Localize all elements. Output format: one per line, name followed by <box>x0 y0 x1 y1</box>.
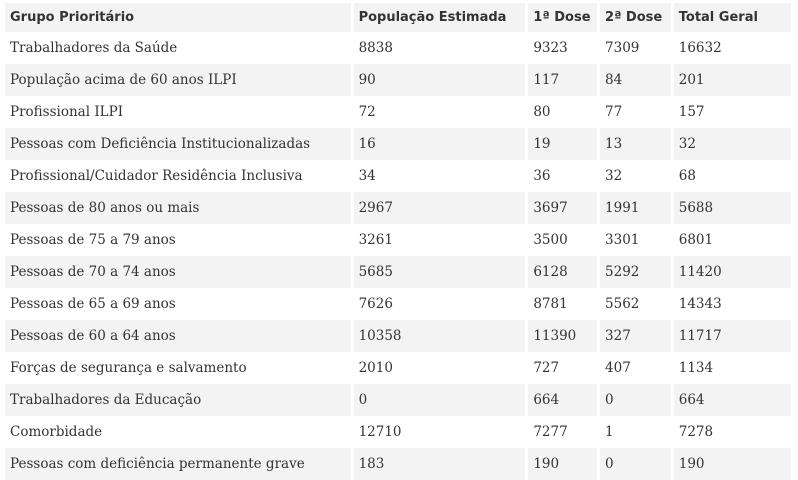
cell-populacao: 2010 <box>354 352 526 384</box>
cell-primeira-dose: 7277 <box>528 416 597 448</box>
cell-segunda-dose: 1991 <box>600 192 671 224</box>
cell-segunda-dose: 7309 <box>600 32 671 64</box>
cell-total: 68 <box>674 160 791 192</box>
header-populacao: População Estimada <box>354 3 526 32</box>
vaccination-table <box>2 3 794 480</box>
table-body <box>5 32 791 480</box>
table-row <box>5 352 791 384</box>
cell-total: 11420 <box>674 256 791 288</box>
cell-total: 11717 <box>674 320 791 352</box>
cell-segunda-dose: 327 <box>600 320 671 352</box>
cell-populacao: 7626 <box>354 288 526 320</box>
cell-segunda-dose: 84 <box>600 64 671 96</box>
cell-populacao: 12710 <box>354 416 526 448</box>
cell-primeira-dose: 36 <box>528 160 597 192</box>
cell-segunda-dose: 3301 <box>600 224 671 256</box>
cell-total: 16632 <box>674 32 791 64</box>
table-row <box>5 160 791 192</box>
cell-populacao: 16 <box>354 128 526 160</box>
cell-segunda-dose: 32 <box>600 160 671 192</box>
table-row <box>5 32 791 64</box>
table-row <box>5 448 791 480</box>
cell-grupo: Pessoas com Deficiência Institucionalizadas <box>5 128 351 160</box>
cell-primeira-dose: 11390 <box>528 320 597 352</box>
cell-primeira-dose: 8781 <box>528 288 597 320</box>
cell-grupo: Pessoas de 75 a 79 anos <box>5 224 351 256</box>
cell-total: 14343 <box>674 288 791 320</box>
cell-total: 7278 <box>674 416 791 448</box>
table-row <box>5 64 791 96</box>
cell-segunda-dose: 407 <box>600 352 671 384</box>
cell-primeira-dose: 3697 <box>528 192 597 224</box>
table-row <box>5 224 791 256</box>
cell-primeira-dose: 80 <box>528 96 597 128</box>
header-primeira-dose: 1ª Dose <box>528 3 597 32</box>
table-row <box>5 320 791 352</box>
cell-grupo: Pessoas de 65 a 69 anos <box>5 288 351 320</box>
table-row <box>5 288 791 320</box>
cell-grupo: Pessoas de 60 a 64 anos <box>5 320 351 352</box>
table-row <box>5 96 791 128</box>
cell-total: 32 <box>674 128 791 160</box>
cell-primeira-dose: 6128 <box>528 256 597 288</box>
cell-primeira-dose: 117 <box>528 64 597 96</box>
cell-segunda-dose: 13 <box>600 128 671 160</box>
cell-grupo: Pessoas com deficiência permanente grave <box>5 448 351 480</box>
cell-populacao: 8838 <box>354 32 526 64</box>
table-row <box>5 128 791 160</box>
cell-segunda-dose: 1 <box>600 416 671 448</box>
cell-total: 201 <box>674 64 791 96</box>
cell-populacao: 34 <box>354 160 526 192</box>
cell-grupo: Comorbidade <box>5 416 351 448</box>
table-row <box>5 384 791 416</box>
cell-total: 190 <box>674 448 791 480</box>
cell-grupo: Trabalhadores da Saúde <box>5 32 351 64</box>
cell-populacao: 2967 <box>354 192 526 224</box>
cell-populacao: 5685 <box>354 256 526 288</box>
cell-grupo: Pessoas de 80 anos ou mais <box>5 192 351 224</box>
cell-total: 1134 <box>674 352 791 384</box>
cell-total: 157 <box>674 96 791 128</box>
cell-populacao: 3261 <box>354 224 526 256</box>
cell-populacao: 72 <box>354 96 526 128</box>
cell-grupo: População acima de 60 anos ILPI <box>5 64 351 96</box>
cell-primeira-dose: 19 <box>528 128 597 160</box>
cell-grupo: Pessoas de 70 a 74 anos <box>5 256 351 288</box>
cell-populacao: 183 <box>354 448 526 480</box>
cell-segunda-dose: 5292 <box>600 256 671 288</box>
table-row <box>5 416 791 448</box>
cell-total: 6801 <box>674 224 791 256</box>
cell-grupo: Forças de segurança e salvamento <box>5 352 351 384</box>
cell-segunda-dose: 0 <box>600 384 671 416</box>
table-row <box>5 192 791 224</box>
cell-primeira-dose: 727 <box>528 352 597 384</box>
cell-grupo: Profissional/Cuidador Residência Inclusiva <box>5 160 351 192</box>
cell-populacao: 0 <box>354 384 526 416</box>
cell-populacao: 90 <box>354 64 526 96</box>
cell-grupo: Trabalhadores da Educação <box>5 384 351 416</box>
cell-segunda-dose: 77 <box>600 96 671 128</box>
header-segunda-dose: 2ª Dose <box>600 3 671 32</box>
cell-total: 664 <box>674 384 791 416</box>
cell-primeira-dose: 190 <box>528 448 597 480</box>
header-row <box>5 3 791 32</box>
cell-grupo: Profissional ILPI <box>5 96 351 128</box>
table-row <box>5 256 791 288</box>
cell-segunda-dose: 5562 <box>600 288 671 320</box>
table-header <box>5 3 791 32</box>
cell-populacao: 10358 <box>354 320 526 352</box>
cell-primeira-dose: 664 <box>528 384 597 416</box>
header-grupo: Grupo Prioritário <box>5 3 351 32</box>
cell-segunda-dose: 0 <box>600 448 671 480</box>
cell-total: 5688 <box>674 192 791 224</box>
cell-primeira-dose: 9323 <box>528 32 597 64</box>
cell-primeira-dose: 3500 <box>528 224 597 256</box>
header-total: Total Geral <box>674 3 791 32</box>
